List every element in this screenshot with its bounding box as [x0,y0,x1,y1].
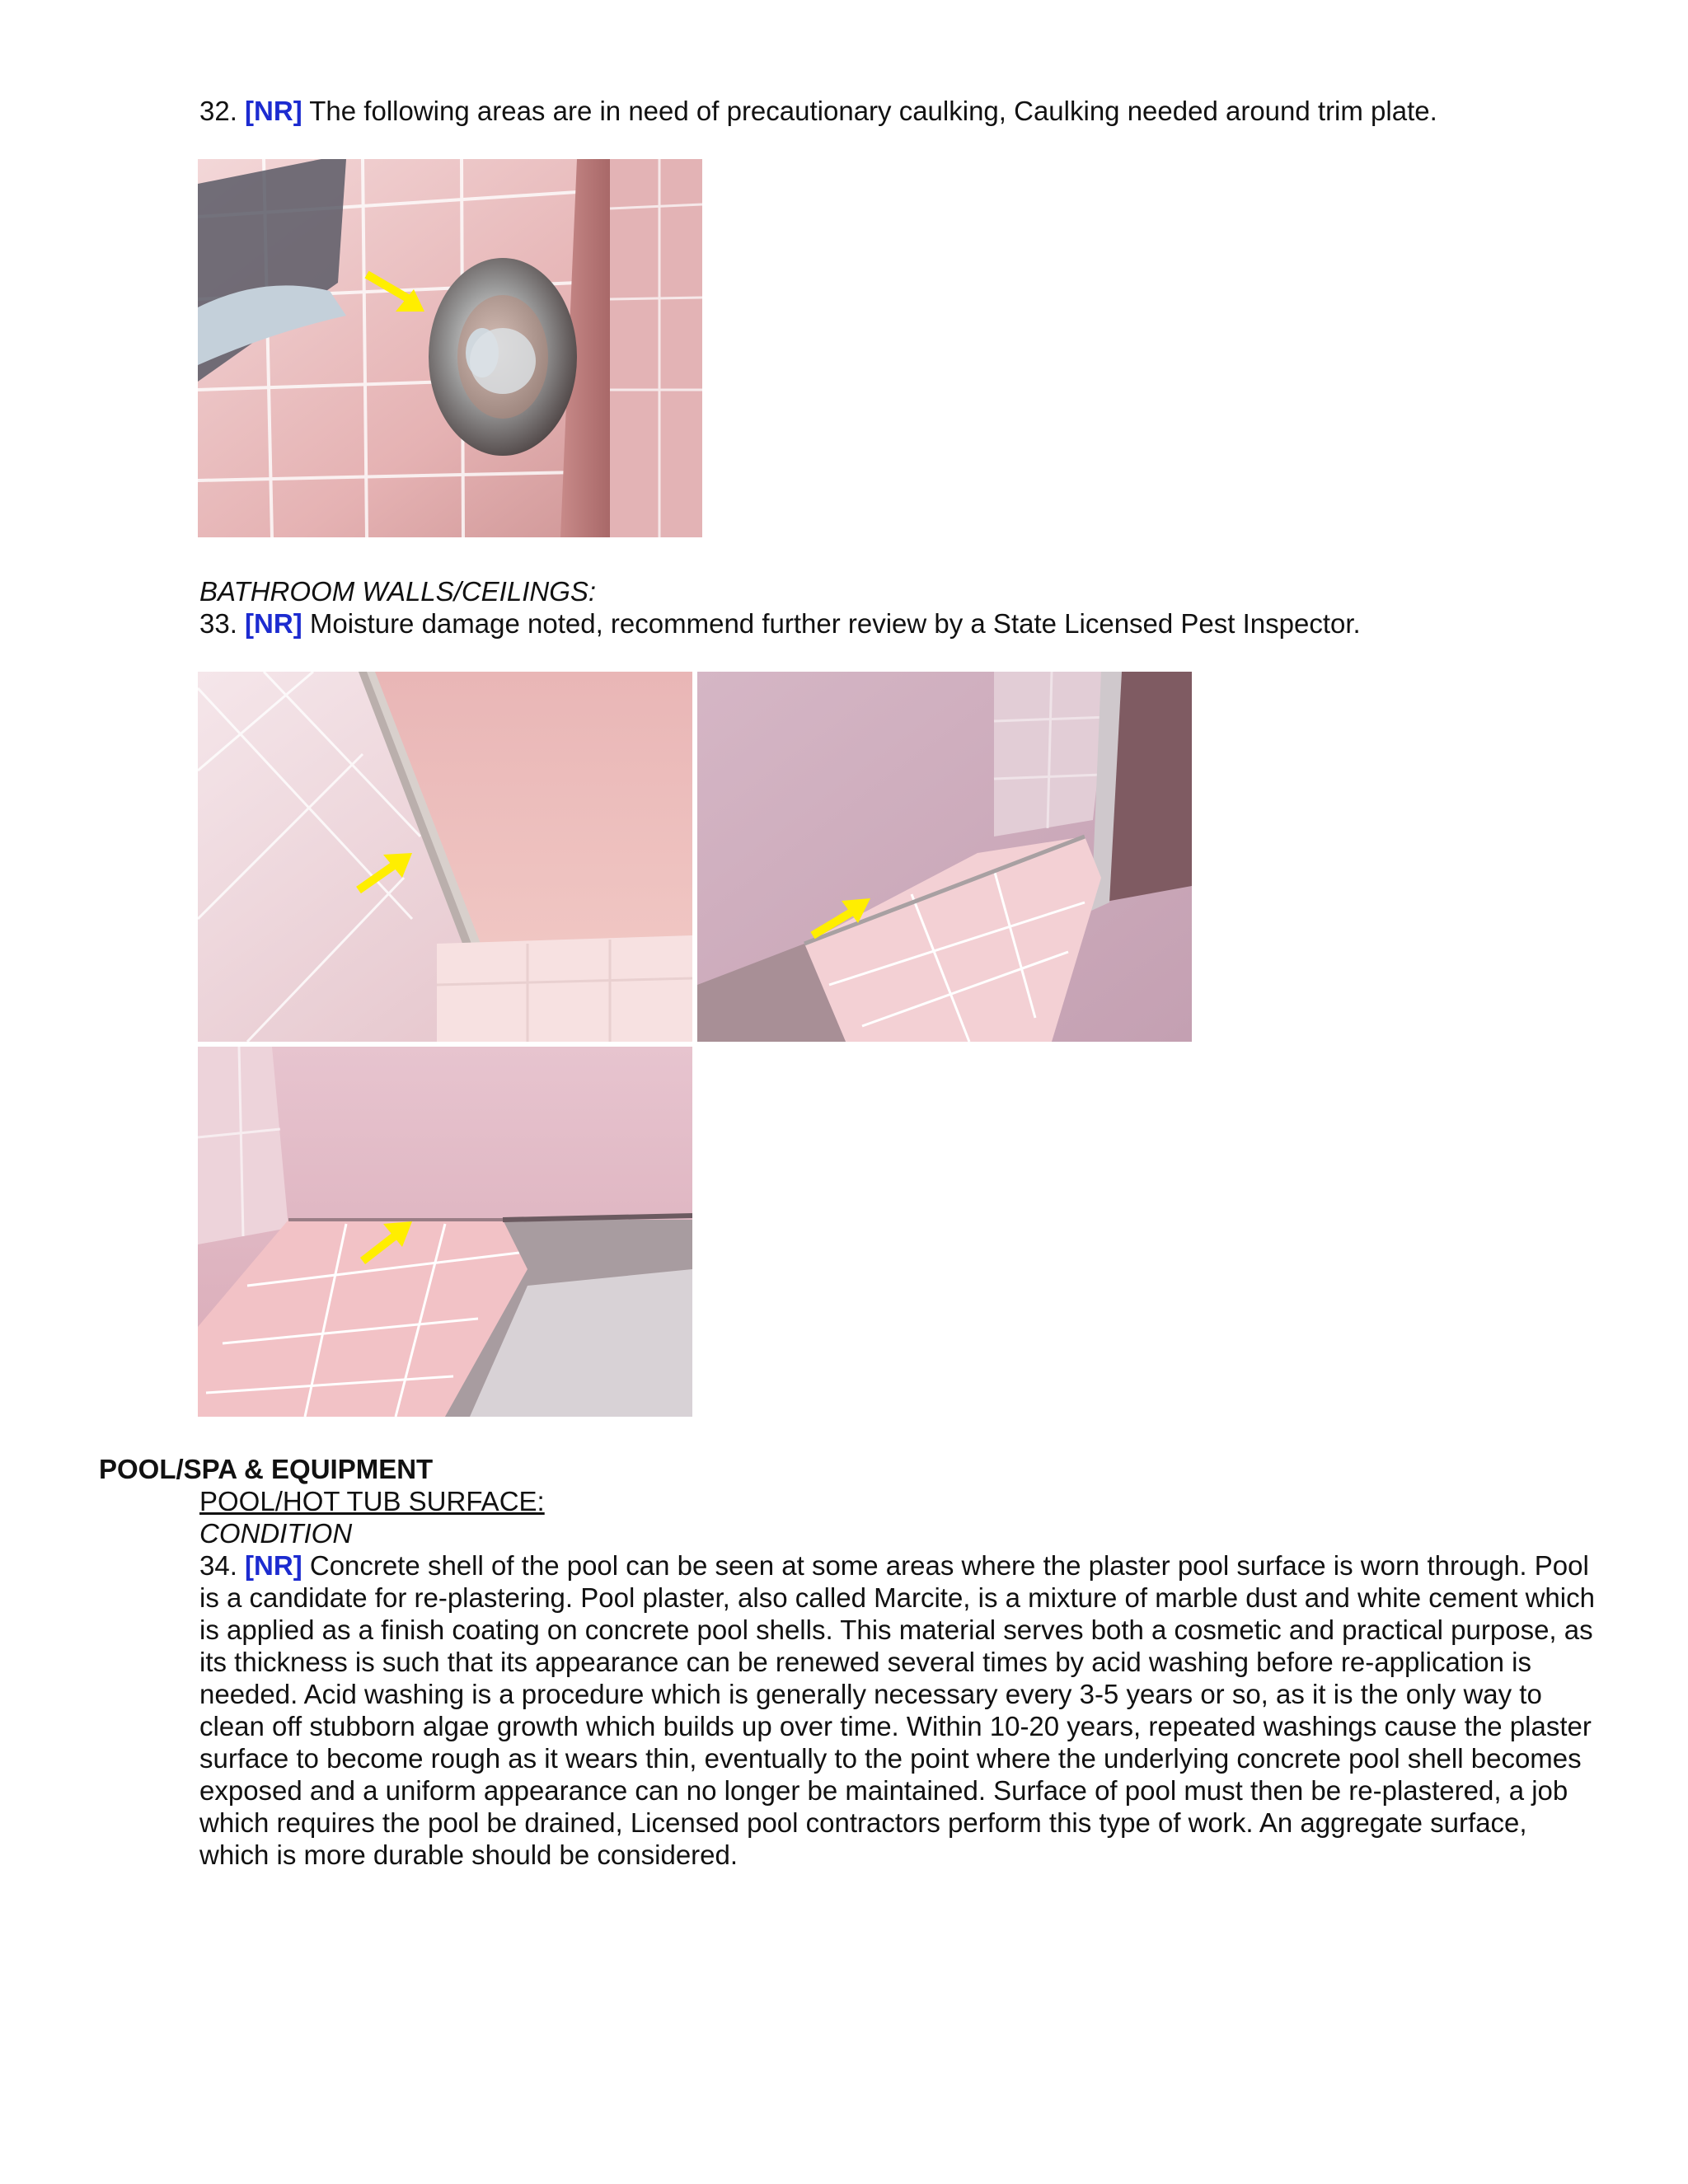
item-33-text [199,607,1361,640]
nr-tag: [NR] [245,96,302,126]
bathroom-heading: BATHROOM WALLS/CEILINGS: [199,576,597,607]
item-description: Moisture damage noted, recommend further review by a State Licensed Pest Inspector. [302,608,1361,639]
item-description: The following areas are in need of precautionary caulking, Caulking needed around trim plate. [302,96,1437,126]
nr-tag: [NR] [245,1550,302,1581]
photo-moisture-damage-floor-edge [697,672,1192,1042]
photo-moisture-damage-corner [198,672,692,1042]
nr-tag: [NR] [245,608,302,639]
condition-label: CONDITION [199,1518,353,1549]
item-number: 32. [199,96,237,126]
item-32-text [199,95,1437,127]
item-34-text [199,1549,1601,1871]
item-description: Concrete shell of the pool can be seen at some areas where the plaster pool surface is worn through. Pool is a candidate for re-plastering. Pool plaster, also called Marcite, is a mixture of marble dust and white cement which is applied as a finish coating on concrete pool shells. This material serves both a cosmetic and practical purpose, as its thickness is such that its appearance can be renewed several times by acid washing before re-application is needed. Acid washing is a procedure which is generally necessary every 3-5 years or so, as it is the only way to clean off stubborn algae growth which builds up over time. Within 10-20 years, repeated washings cause the plaster surface to become rough as it wears thin, eventually to the point where the underlying concrete pool shell becomes exposed and a uniform appearance can no longer be maintained. Surface of pool must then be re-plastered, a job which requires the pool be drained, Licensed pool contractors perform this type of work. An aggregate surface, which is more durable should be considered. [199,1550,1595,1870]
photo-moisture-damage-floor-corner [198,1047,692,1417]
photo-shower-trim-plate [198,159,702,537]
pool-surface-subheading: POOL/HOT TUB SURFACE: [199,1486,545,1516]
item-number: 34. [199,1550,237,1581]
item-number: 33. [199,608,237,639]
section-title-pool-spa: POOL/SPA & EQUIPMENT [99,1454,434,1484]
